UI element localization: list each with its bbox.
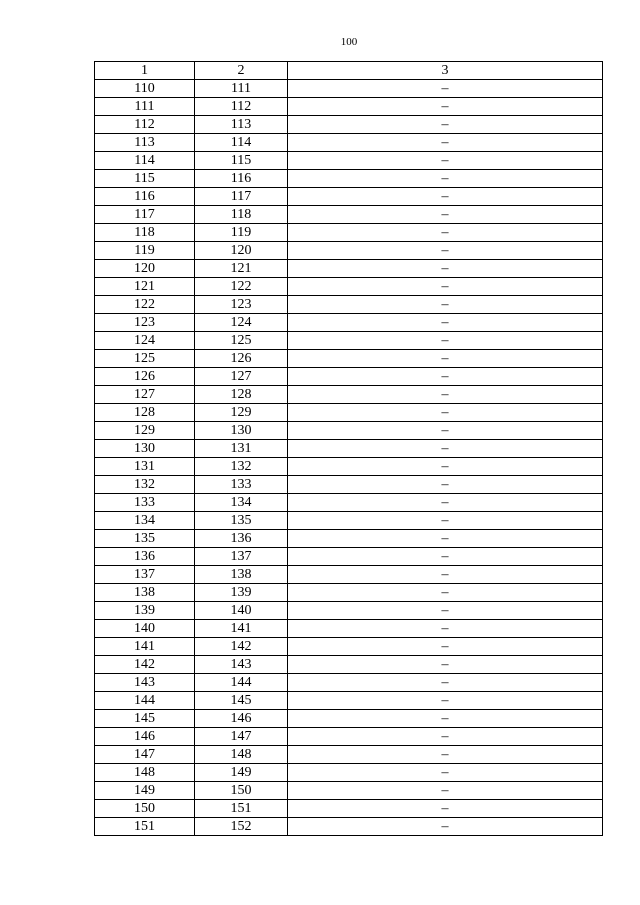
table-cell-col-1: 112 (95, 116, 195, 134)
table-cell-col-2: 124 (195, 314, 288, 332)
table-cell-col-1: 127 (95, 386, 195, 404)
table-cell-col-2: 135 (195, 512, 288, 530)
column-header-1: 1 (95, 62, 195, 80)
table-row (95, 116, 603, 134)
table-cell-col-2: 112 (195, 98, 288, 116)
table-cell-col-2: 111 (195, 80, 288, 98)
table-cell-col-1: 137 (95, 566, 195, 584)
table-row (95, 134, 603, 152)
table-cell-col-1: 131 (95, 458, 195, 476)
table-cell-col-1: 136 (95, 548, 195, 566)
table-row (95, 98, 603, 116)
table-cell-col-3: – (288, 188, 603, 206)
table-cell-col-3: – (288, 638, 603, 656)
column-header-2: 2 (195, 62, 288, 80)
table-cell-col-3: – (288, 386, 603, 404)
table-cell-col-3: – (288, 296, 603, 314)
table-cell-col-3: – (288, 764, 603, 782)
table-cell-col-1: 142 (95, 656, 195, 674)
table-cell-col-2: 114 (195, 134, 288, 152)
table-body (95, 80, 603, 836)
table-cell-col-2: 120 (195, 242, 288, 260)
table-row (95, 368, 603, 386)
table-cell-col-2: 136 (195, 530, 288, 548)
table-row (95, 206, 603, 224)
table-row (95, 422, 603, 440)
table-row (95, 494, 603, 512)
table-cell-col-3: – (288, 530, 603, 548)
table-cell-col-2: 122 (195, 278, 288, 296)
table-cell-col-2: 127 (195, 368, 288, 386)
table-cell-col-3: – (288, 170, 603, 188)
table-row (95, 566, 603, 584)
table-cell-col-3: – (288, 476, 603, 494)
table-row (95, 332, 603, 350)
table-row (95, 188, 603, 206)
column-header-3: 3 (288, 62, 603, 80)
table-row (95, 746, 603, 764)
table-cell-col-2: 134 (195, 494, 288, 512)
table-row (95, 728, 603, 746)
table-cell-col-2: 138 (195, 566, 288, 584)
table-cell-col-3: – (288, 818, 603, 836)
table-cell-col-1: 129 (95, 422, 195, 440)
table-cell-col-2: 148 (195, 746, 288, 764)
table-cell-col-2: 141 (195, 620, 288, 638)
table-cell-col-3: – (288, 440, 603, 458)
table-cell-col-1: 147 (95, 746, 195, 764)
table-cell-col-3: – (288, 134, 603, 152)
table-cell-col-2: 118 (195, 206, 288, 224)
table-row (95, 584, 603, 602)
table-cell-col-1: 128 (95, 404, 195, 422)
table-cell-col-1: 126 (95, 368, 195, 386)
table-cell-col-2: 152 (195, 818, 288, 836)
table-cell-col-1: 143 (95, 674, 195, 692)
table-cell-col-2: 144 (195, 674, 288, 692)
table-cell-col-1: 122 (95, 296, 195, 314)
table-cell-col-1: 116 (95, 188, 195, 206)
table-cell-col-3: – (288, 584, 603, 602)
table-row (95, 674, 603, 692)
table-cell-col-2: 143 (195, 656, 288, 674)
table-cell-col-3: – (288, 404, 603, 422)
table-cell-col-2: 150 (195, 782, 288, 800)
table-cell-col-3: – (288, 422, 603, 440)
table-row (95, 620, 603, 638)
table-cell-col-2: 129 (195, 404, 288, 422)
table-cell-col-2: 119 (195, 224, 288, 242)
table-cell-col-3: – (288, 314, 603, 332)
table-cell-col-3: – (288, 494, 603, 512)
table-cell-col-3: – (288, 512, 603, 530)
table-cell-col-3: – (288, 656, 603, 674)
page-number: 100 (340, 36, 358, 48)
table-cell-col-3: – (288, 116, 603, 134)
table-cell-col-3: – (288, 710, 603, 728)
table-cell-col-1: 144 (95, 692, 195, 710)
table-row (95, 818, 603, 836)
table-cell-col-1: 111 (95, 98, 195, 116)
table-row (95, 638, 603, 656)
table-cell-col-2: 151 (195, 800, 288, 818)
table-cell-col-3: – (288, 242, 603, 260)
table-cell-col-2: 117 (195, 188, 288, 206)
table-row (95, 656, 603, 674)
table-cell-col-1: 130 (95, 440, 195, 458)
table-cell-col-1: 123 (95, 314, 195, 332)
table-row (95, 404, 603, 422)
table-cell-col-1: 138 (95, 584, 195, 602)
table-cell-col-2: 139 (195, 584, 288, 602)
table-row (95, 278, 603, 296)
table-cell-col-3: – (288, 548, 603, 566)
table-cell-col-1: 121 (95, 278, 195, 296)
table-cell-col-1: 133 (95, 494, 195, 512)
table-row (95, 710, 603, 728)
table-cell-col-1: 115 (95, 170, 195, 188)
table-row (95, 764, 603, 782)
table-cell-col-3: – (288, 458, 603, 476)
table-cell-col-3: – (288, 332, 603, 350)
table-cell-col-2: 115 (195, 152, 288, 170)
table-cell-col-1: 146 (95, 728, 195, 746)
table-cell-col-1: 139 (95, 602, 195, 620)
table-cell-col-1: 135 (95, 530, 195, 548)
table-cell-col-1: 120 (95, 260, 195, 278)
table-cell-col-3: – (288, 80, 603, 98)
table-cell-col-2: 133 (195, 476, 288, 494)
table-row (95, 458, 603, 476)
table-row (95, 350, 603, 368)
table-row (95, 296, 603, 314)
data-table (94, 61, 603, 836)
table-cell-col-2: 125 (195, 332, 288, 350)
table-cell-col-3: – (288, 746, 603, 764)
table-cell-col-3: – (288, 206, 603, 224)
table-cell-col-3: – (288, 782, 603, 800)
table-cell-col-1: 151 (95, 818, 195, 836)
header-row (95, 62, 603, 80)
table-row (95, 170, 603, 188)
table-cell-col-1: 117 (95, 206, 195, 224)
table-cell-col-3: – (288, 98, 603, 116)
table-cell-col-1: 150 (95, 800, 195, 818)
table-cell-col-1: 134 (95, 512, 195, 530)
table-cell-col-1: 132 (95, 476, 195, 494)
table-cell-col-3: – (288, 260, 603, 278)
table-row (95, 152, 603, 170)
table-cell-col-3: – (288, 224, 603, 242)
table-cell-col-3: – (288, 620, 603, 638)
table-header (95, 62, 603, 80)
table-cell-col-1: 114 (95, 152, 195, 170)
table-cell-col-1: 113 (95, 134, 195, 152)
table-cell-col-3: – (288, 278, 603, 296)
table-cell-col-2: 140 (195, 602, 288, 620)
table-row (95, 692, 603, 710)
table-cell-col-2: 128 (195, 386, 288, 404)
table-cell-col-2: 137 (195, 548, 288, 566)
table-cell-col-2: 123 (195, 296, 288, 314)
table-cell-col-1: 118 (95, 224, 195, 242)
table-cell-col-2: 146 (195, 710, 288, 728)
table-cell-col-2: 142 (195, 638, 288, 656)
table-row (95, 242, 603, 260)
table-cell-col-2: 113 (195, 116, 288, 134)
table-cell-col-1: 149 (95, 782, 195, 800)
table-cell-col-3: – (288, 692, 603, 710)
table-cell-col-3: – (288, 674, 603, 692)
table-row (95, 512, 603, 530)
table-row (95, 800, 603, 818)
table-cell-col-1: 141 (95, 638, 195, 656)
table-cell-col-2: 132 (195, 458, 288, 476)
table-cell-col-2: 149 (195, 764, 288, 782)
table-cell-col-1: 148 (95, 764, 195, 782)
table-cell-col-3: – (288, 152, 603, 170)
table-cell-col-3: – (288, 800, 603, 818)
table-cell-col-2: 130 (195, 422, 288, 440)
table-cell-col-3: – (288, 602, 603, 620)
table-cell-col-1: 124 (95, 332, 195, 350)
table-cell-col-1: 125 (95, 350, 195, 368)
table-row (95, 476, 603, 494)
table-row (95, 440, 603, 458)
table-row (95, 314, 603, 332)
table-row (95, 530, 603, 548)
table-cell-col-1: 119 (95, 242, 195, 260)
table-row (95, 80, 603, 98)
table-cell-col-2: 116 (195, 170, 288, 188)
table-cell-col-2: 126 (195, 350, 288, 368)
table-row (95, 386, 603, 404)
table-cell-col-1: 140 (95, 620, 195, 638)
table-row (95, 260, 603, 278)
table-cell-col-3: – (288, 350, 603, 368)
table-cell-col-3: – (288, 368, 603, 386)
table-cell-col-3: – (288, 728, 603, 746)
table-row (95, 548, 603, 566)
table-row (95, 224, 603, 242)
table-cell-col-2: 121 (195, 260, 288, 278)
table-row (95, 782, 603, 800)
table-cell-col-1: 110 (95, 80, 195, 98)
table-cell-col-2: 147 (195, 728, 288, 746)
table-cell-col-2: 145 (195, 692, 288, 710)
table-cell-col-1: 145 (95, 710, 195, 728)
table-cell-col-2: 131 (195, 440, 288, 458)
table-row (95, 602, 603, 620)
table-cell-col-3: – (288, 566, 603, 584)
